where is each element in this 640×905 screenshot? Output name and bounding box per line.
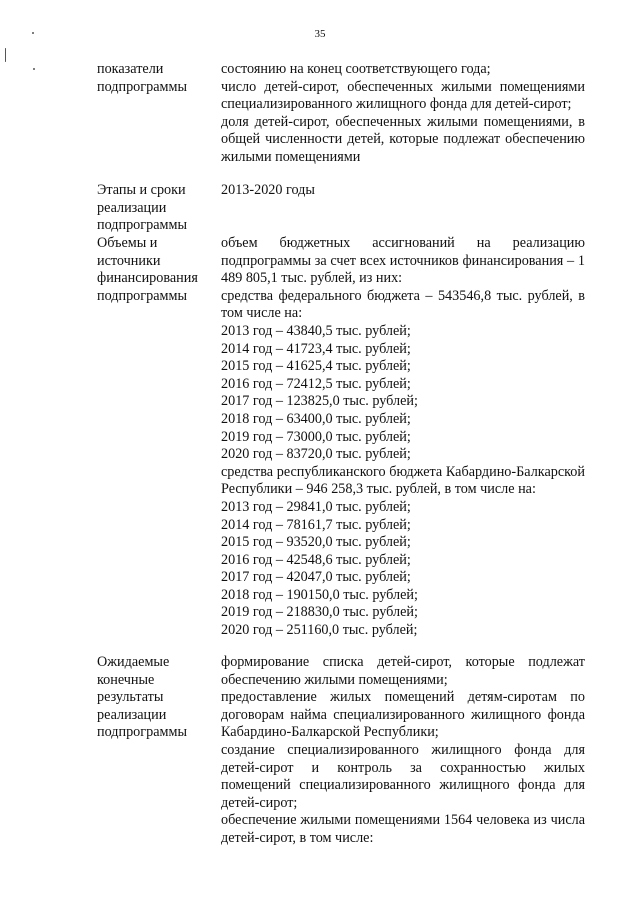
- section-content: [221, 235, 585, 640]
- content-line: 2017 год – 123825,0 тыс. рублей;: [221, 393, 418, 410]
- content-line: число детей-сирот, обеспеченных жилыми помещениями специализированного жилищного фонда для детей-сирот;: [221, 78, 585, 113]
- content-line: средства республиканского бюджета Кабардино-Балкарской Республики – 946 258,3 тыс. рублей, в том числе на:: [221, 463, 585, 498]
- page-number: 35: [314, 28, 326, 40]
- content-line: 2018 год – 190150,0 тыс. рублей;: [221, 586, 418, 603]
- content-line: 2019 год – 73000,0 тыс. рублей;: [221, 428, 411, 445]
- section-content: [221, 654, 585, 848]
- content-line: средства федерального бюджета – 543546,8 тыс. рублей, в том числе на:: [221, 287, 585, 322]
- content-line: объем бюджетных ассигнований на реализацию подпрограммы за счет всех источников финансирования – 1 489 805,1 тыс. рублей, из них:: [221, 235, 585, 287]
- content-line: 2014 год – 78161,7 тыс. рублей;: [221, 516, 411, 533]
- content-line: 2015 год – 41625,4 тыс. рублей;: [221, 358, 411, 375]
- content-line: 2014 год – 41723,4 тыс. рублей;: [221, 340, 411, 357]
- content-line: предоставление жилых помещений детям-сиротам по договорам найма специализированного жилищного фонда Кабардино-Балкарской Республики;: [221, 689, 585, 741]
- content-line: доля детей-сирот, обеспеченных жилыми помещениями, в общей численности детей, которые подлежат обеспечению жилыми помещениями: [221, 113, 585, 165]
- content-line: 2019 год – 218830,0 тыс. рублей;: [221, 604, 418, 621]
- section-label: показатели подпрограммы: [97, 61, 187, 95]
- section-label: Объемы и источники финансирования подпрограммы: [97, 235, 198, 304]
- content-line: 2013 год – 43840,5 тыс. рублей;: [221, 322, 411, 339]
- content-line: обеспечение жилыми помещениями 1564 человека из числа детей-сирот, в том числе:: [221, 812, 585, 846]
- section-content: [221, 182, 585, 200]
- content-line: создание специализированного жилищного фонда для детей-сирот и контроль за сохранностью жилых помещений специализированного жилищного фонда для детей-сирот;: [221, 741, 585, 811]
- content-line: 2015 год – 93520,0 тыс. рублей;: [221, 534, 411, 551]
- scan-mark: [5, 48, 6, 62]
- content-line: состоянию на конец соответствующего года;: [221, 61, 491, 77]
- section-label: Ожидаемые конечные результаты реализации подпрограммы: [97, 654, 187, 741]
- section-content: [221, 61, 585, 167]
- content-line: 2017 год – 42047,0 тыс. рублей;: [221, 569, 411, 586]
- content-line: 2013 год – 29841,0 тыс. рублей;: [221, 498, 411, 515]
- content-line: 2013-2020 годы: [221, 182, 315, 198]
- content-line: 2016 год – 42548,6 тыс. рублей;: [221, 551, 411, 568]
- content-line: 2016 год – 72412,5 тыс. рублей;: [221, 375, 411, 392]
- scan-mark: [32, 32, 34, 34]
- content-line: формирование списка детей-сирот, которые подлежат обеспечению жилыми помещениями;: [221, 654, 585, 688]
- section-label: Этапы и сроки реализации подпрограммы: [97, 182, 187, 234]
- content-line: 2020 год – 83720,0 тыс. рублей;: [221, 446, 411, 463]
- content-line: 2018 год – 63400,0 тыс. рублей;: [221, 410, 411, 427]
- scan-mark: [33, 68, 35, 70]
- content-line: 2020 год – 251160,0 тыс. рублей;: [221, 622, 418, 639]
